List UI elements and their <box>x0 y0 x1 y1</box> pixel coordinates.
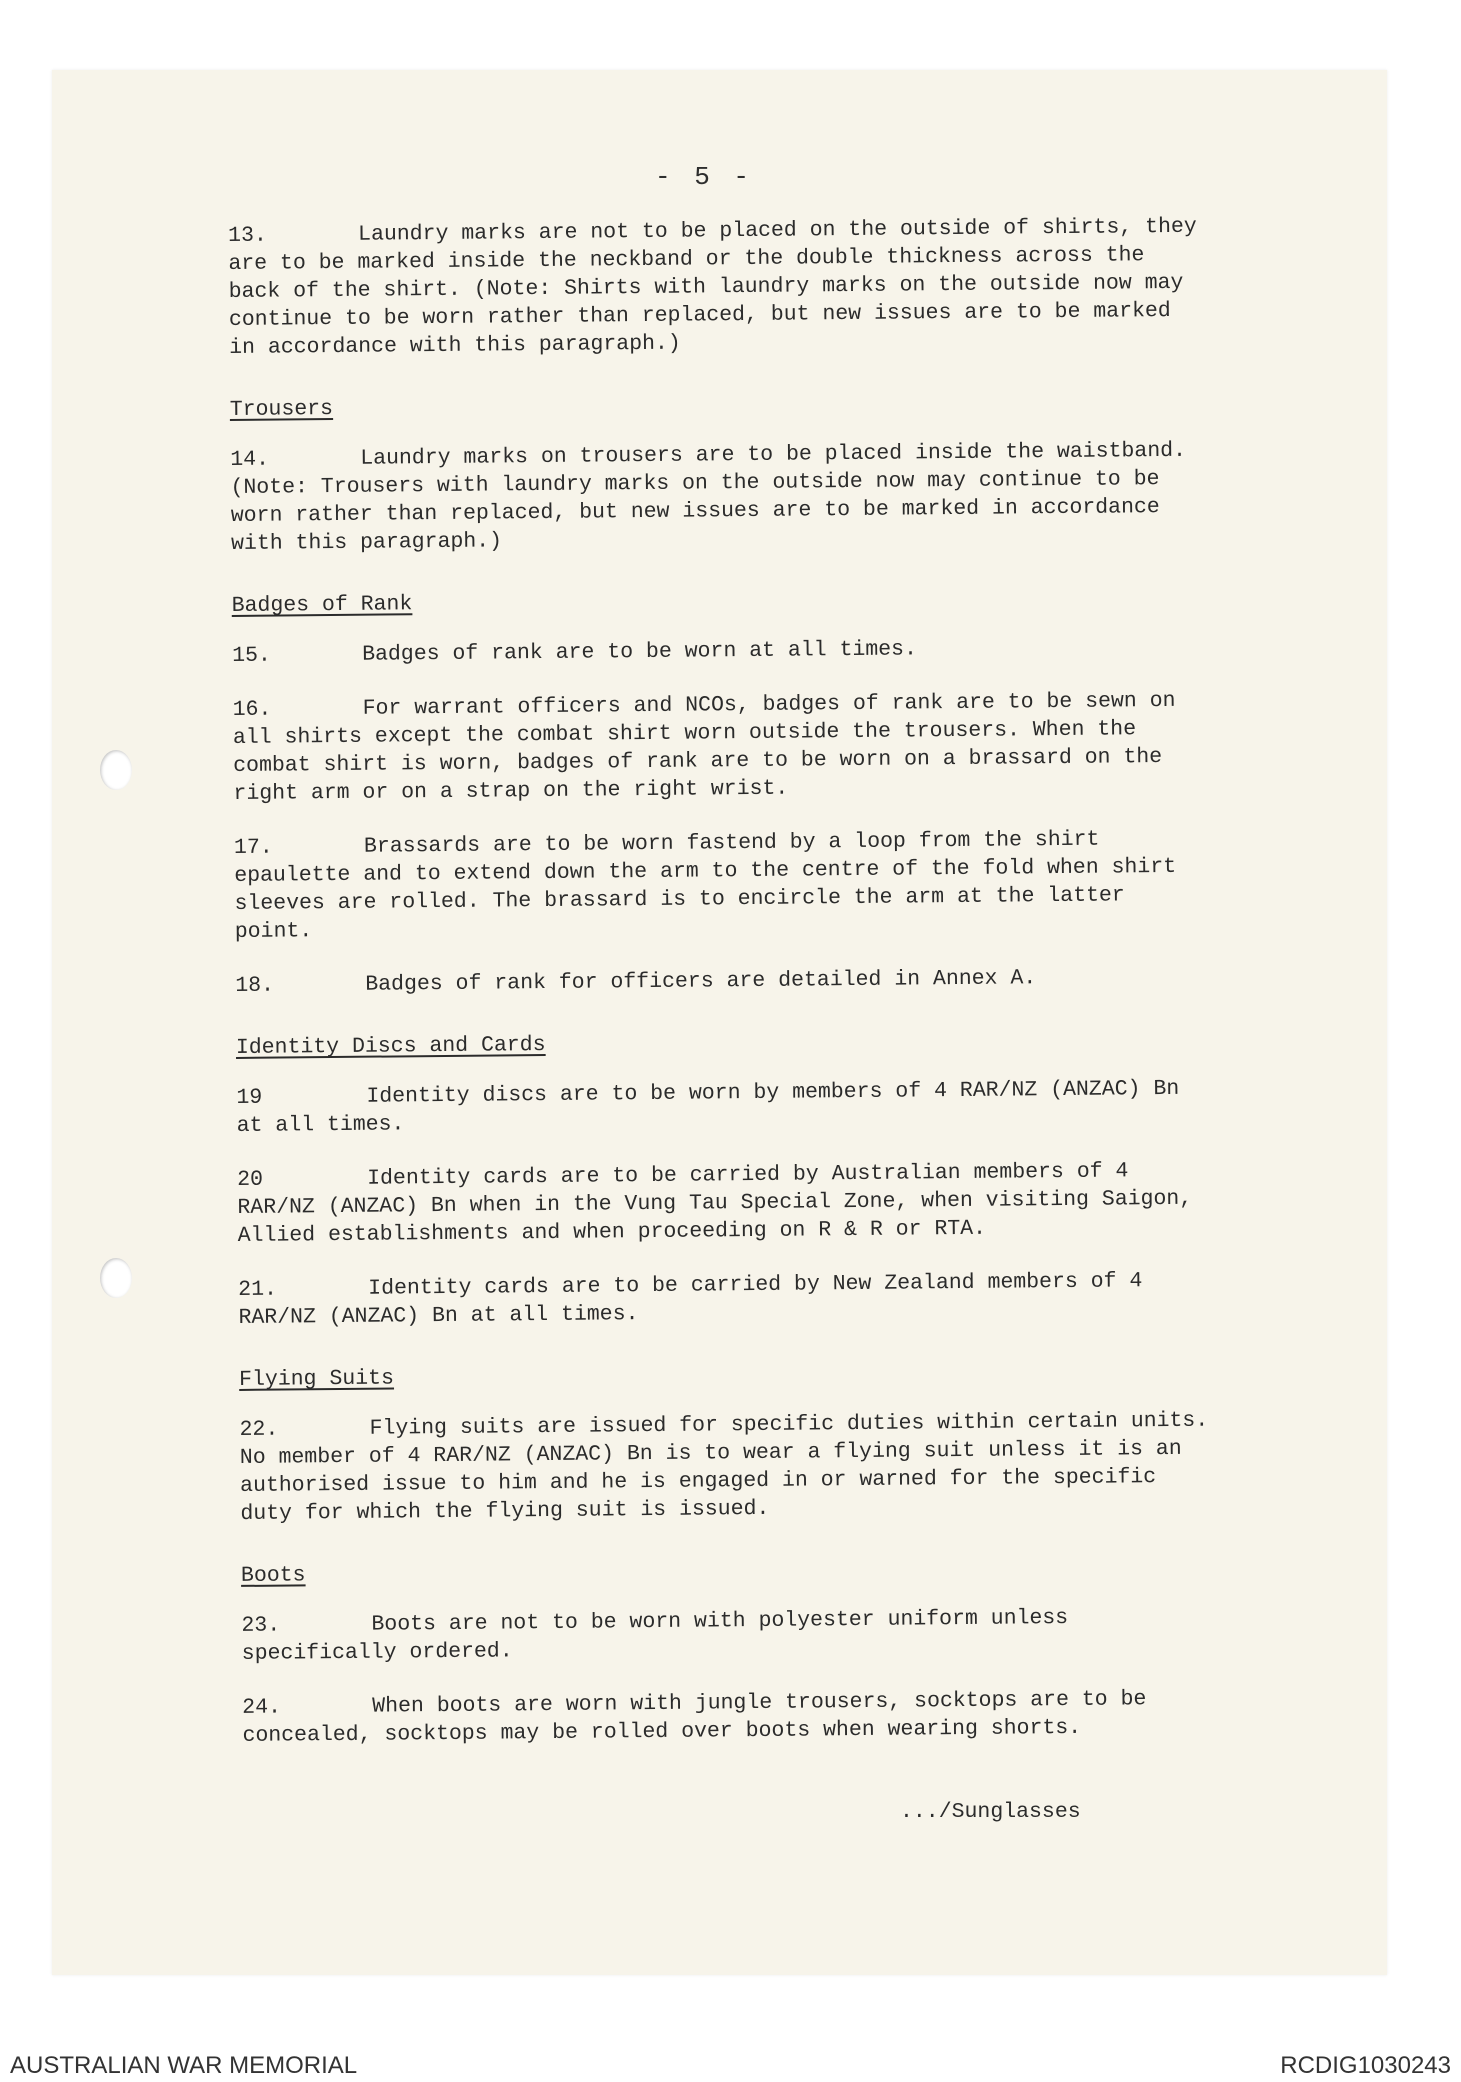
paragraph-text: For warrant officers and NCOs, badges of rank are to be sewn on all shirts except the combat shirt worn outside the trousers. When the combat shirt is worn, badges of rank are to be worn on a brassard on the right arm or on a strap on the right wrist. <box>232 688 1176 806</box>
numbered-paragraph <box>228 213 1209 362</box>
paragraph-number: 21. <box>238 1277 278 1302</box>
numbered-paragraph <box>232 633 1212 670</box>
paragraph-text: Identity discs are to be worn by members of 4 RAR/NZ (ANZAC) Bn at all times. <box>236 1076 1180 1138</box>
paragraph-number: 22. <box>239 1417 279 1442</box>
paragraph-number: 19 <box>236 1085 263 1110</box>
paragraph-number: 15. <box>232 643 271 668</box>
paragraph-number: 16. <box>232 697 272 722</box>
numbered-paragraph <box>241 1603 1221 1668</box>
paragraph-number: 14. <box>230 447 270 472</box>
paragraph-text: Laundry marks on trousers are to be placed inside the waistband. (Note: Trousers with laundry marks on the outside now may continue to be worn rather than replaced, but new issues are to be marked in accordance with this paragraph.) <box>230 438 1187 556</box>
numbered-paragraph <box>236 1075 1216 1140</box>
numbered-paragraph <box>234 825 1215 946</box>
archive-id: RCDIG1030243 <box>1280 2052 1451 2079</box>
numbered-paragraph <box>242 1685 1222 1750</box>
section-heading: Badges of Rank <box>231 592 413 618</box>
section-heading: Boots <box>240 1563 306 1588</box>
paragraph-number: 17. <box>233 835 273 860</box>
paragraph-text: Boots are not to be worn with polyester uniform unless specifically ordered. <box>241 1606 1069 1666</box>
punch-hole-lower <box>100 1258 132 1298</box>
paragraph-text: Badges of rank for officers are detailed in Annex A. <box>365 966 1037 997</box>
section-heading: Flying Suits <box>239 1366 395 1392</box>
paragraph-text: Identity cards are to be carried by New Zealand members of 4 RAR/NZ (ANZAC) Bn at all times. <box>238 1269 1143 1330</box>
paragraph-number: 18. <box>235 973 275 998</box>
numbered-paragraph <box>233 687 1214 808</box>
paragraph-text: Brassards are to be worn fastend by a loop from the shirt epaulette and to extend down the arm to the centre of the fold when shirt sleeves are rolled. The brassard is to encircle the arm at the latter point. <box>234 827 1177 944</box>
paragraph-text: When boots are worn with jungle trousers, socktops are to be concealed, socktops may be rolled over boots when wearing shorts. <box>242 1687 1147 1748</box>
paragraph-text: Flying suits are issued for specific duties within certain units. No member of 4 RAR/NZ (ANZAC) Bn is to wear a flying suit unless it is an authorised issue to him and he is engaged in or warned for the specific duty for which the flying suit is issued. <box>239 1408 1209 1526</box>
section-heading: Identity Discs and Cards <box>235 1032 546 1060</box>
section-heading: Trousers <box>229 397 334 422</box>
numbered-paragraph <box>238 1267 1218 1332</box>
numbered-paragraph <box>239 1407 1220 1528</box>
punch-hole-upper <box>100 750 132 790</box>
paragraph-number: 20 <box>237 1167 264 1192</box>
paragraph-number: 24. <box>242 1695 282 1720</box>
numbered-paragraph <box>237 1157 1218 1250</box>
document-body <box>228 213 1223 1776</box>
numbered-paragraph <box>230 437 1211 558</box>
numbered-paragraph <box>235 963 1215 1000</box>
paragraph-number: 23. <box>241 1613 281 1638</box>
continuation-marker: .../Sunglasses <box>900 1800 1081 1824</box>
paragraph-number: 13. <box>228 223 267 248</box>
page-number: - 5 - <box>655 162 754 192</box>
paragraph-text: Laundry marks are not to be placed on the outside of shirts, they are to be marked inside the neckband or the double thickness across the back of the shirt. (Note: Shirts with laundry marks on the outside now may continue to be worn rather than replaced, but new issues are to be marked in accordance with this paragraph.) <box>228 214 1197 360</box>
paragraph-text: Badges of rank are to be worn at all times. <box>362 637 918 667</box>
paragraph-text: Identity cards are to be carried by Australian members of 4 RAR/NZ (ANZAC) Bn when in the Vung Tau Special Zone, when visiting Saigon, Allied establishments and when proceeding on R & R or RTA. <box>237 1159 1193 1248</box>
archive-credit: AUSTRALIAN WAR MEMORIAL <box>10 2052 358 2079</box>
